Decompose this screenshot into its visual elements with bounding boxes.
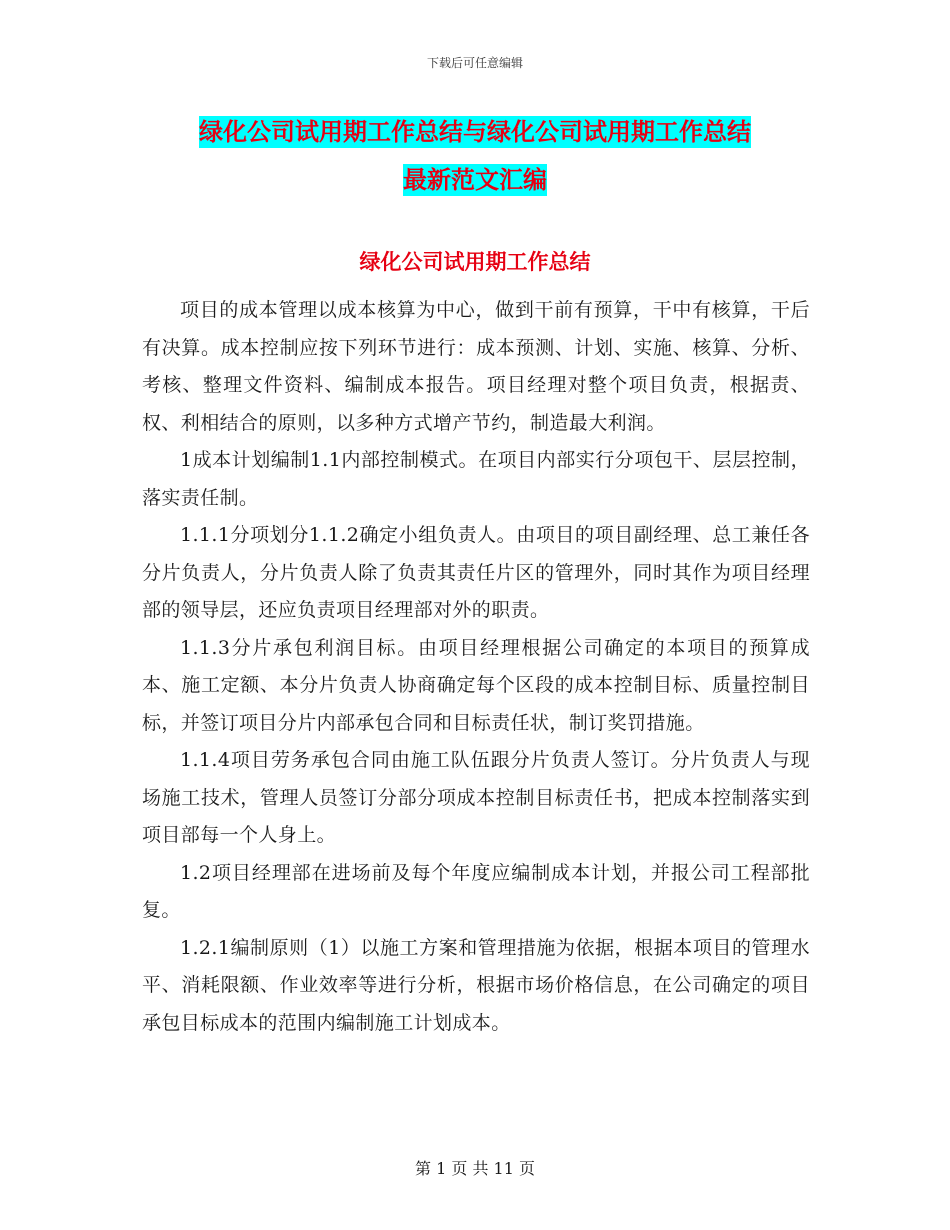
paragraph: 1.1.4项目劳务承包合同由施工队伍跟分片负责人签订。分片负责人与现场施工技术，管理人员签订分部分项成本控制目标责任书，把成本控制落实到项目部每一个人身上。 — [142, 749, 810, 846]
paragraph: 1.2.1编制原则（1）以施工方案和管理措施为依据，根据本项目的管理水平、消耗限额、作业效率等进行分析，根据市场价格信息，在公司确定的项目承包目标成本的范围内编制施工计划成本。 — [142, 936, 810, 1034]
body-text — [142, 292, 810, 1042]
section-title: 绿化公司试用期工作总结 — [359, 250, 591, 274]
paragraph: 1成本计划编制1.1内部控制模式。在项目内部实行分项包干、层层控制，落实责任制。 — [142, 449, 810, 509]
document-title — [140, 108, 810, 204]
header-note: 下载后可任意编辑 — [426, 56, 523, 70]
page-number: 第 1 页 共 11 页 — [415, 1159, 535, 1178]
paragraph: 1.1.3分片承包利润目标。由项目经理根据公司确定的本项目的预算成本、施工定额、本分片负责人协商确定每个区段的成本控制目标、质量控制目标，并签订项目分片内部承包合同和目标责任状，制订奖罚措施。 — [142, 636, 810, 734]
paragraph: 项目的成本管理以成本核算为中心，做到干前有预算，干中有核算，干后有决算。成本控制应按下列环节进行：成本预测、计划、实施、核算、分析、考核、整理文件资料、编制成本报告。项目经理对整个项目负责，根据责、权、利相结合的原则，以多种方式增产节约，制造最大利润。 — [142, 299, 810, 434]
paragraph: 1.1.1分项划分1.1.2确定小组负责人。由项目的项目副经理、总工兼任各分片负责人，分片负责人除了负责其责任片区的管理外，同时其作为项目经理部的领导层，还应负责项目经理部对外的职责。 — [142, 524, 810, 621]
document-title-line-2: 最新范文汇编 — [403, 166, 547, 194]
document-title-line-1: 绿化公司试用期工作总结与绿化公司试用期工作总结 — [199, 118, 751, 146]
paragraph: 1.2项目经理部在进场前及每个年度应编制成本计划，并报公司工程部批复。 — [142, 861, 810, 921]
